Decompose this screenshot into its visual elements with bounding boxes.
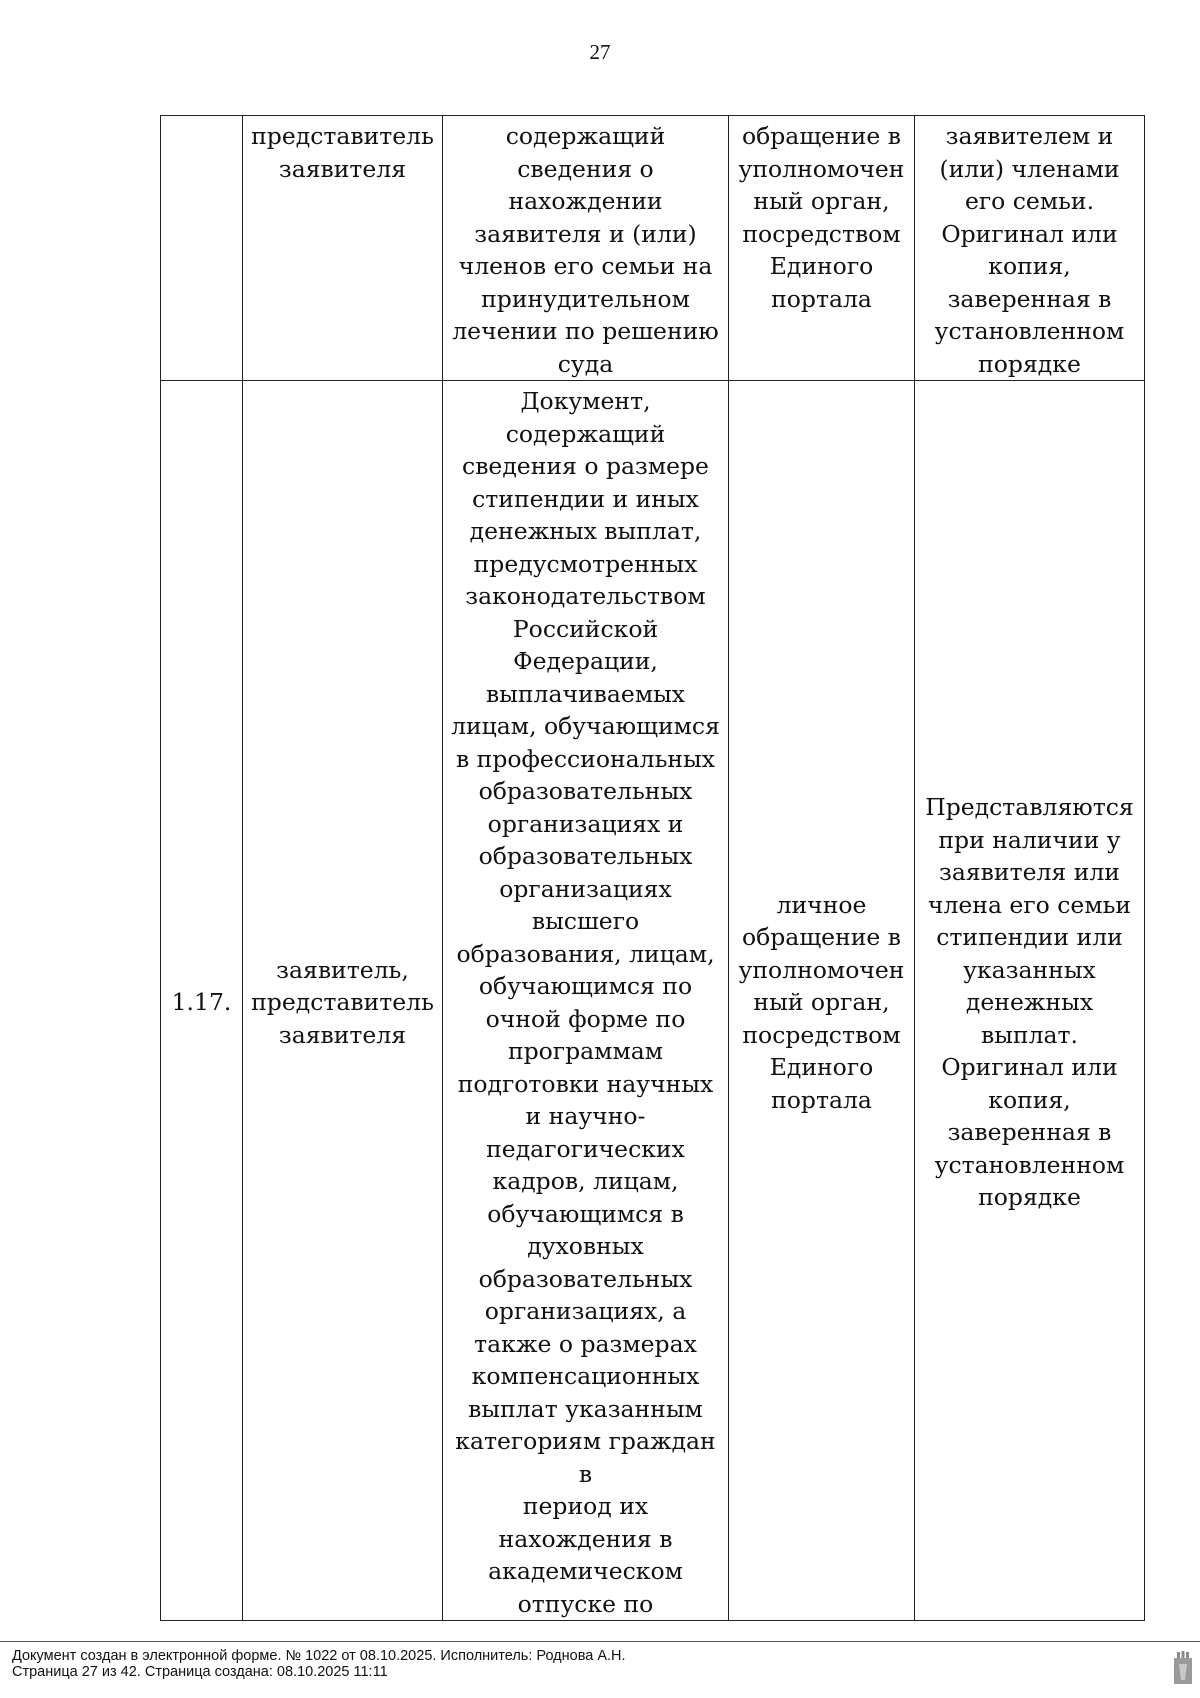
applicant-cell: заявитель, представитель заявителя bbox=[243, 381, 443, 1621]
page-number: 27 bbox=[589, 40, 611, 64]
submission-method-cell: личное обращение в уполномочен ный орган, посредством Единого портала bbox=[729, 381, 915, 1621]
note-cell: заявителем и (или) членами его семьи. Оригинал или копия, заверенная в установленном порядке bbox=[915, 116, 1145, 381]
document-cell: Документ, содержащий сведения о размере стипендии и иных денежных выплат, предусмотренных законодательством Российской Федерации, выплачиваемых лицам, обучающимся в профессиональных образовательных организациях и образовательных организациях высшего образования, лицам, обучающимся по очной форме по программам подготовки научных и научно- педагогических кадров, лицам, обучающимся в духовных образовательных организациях, а также о размерах компенсационных выплат указанным категориям граждан в период их нахождения в академическом отпуске по bbox=[443, 381, 729, 1621]
applicant-cell: представитель заявителя bbox=[243, 116, 443, 381]
submission-method-cell: обращение в уполномочен ный орган, посредством Единого портала bbox=[729, 116, 915, 381]
table-row bbox=[161, 381, 1145, 1621]
table-row bbox=[161, 116, 1145, 381]
row-number-cell: 1.17. bbox=[161, 381, 243, 1621]
footer bbox=[12, 1648, 626, 1680]
footer-page-info: Страница 27 из 42. Страница создана: 08.10.2025 11:11 bbox=[12, 1664, 388, 1680]
note-cell: Представляются при наличии у заявителя или члена его семьи стипендии или указанных денежных выплат. Оригинал или копия, заверенная в установленном порядке bbox=[915, 381, 1145, 1621]
document-table bbox=[160, 115, 1145, 1621]
footer-divider bbox=[0, 1641, 1200, 1642]
row-number-cell bbox=[161, 116, 243, 381]
document-cell: содержащий сведения о нахождении заявителя и (или) членов его семьи на принудительном лечении по решению суда bbox=[443, 116, 729, 381]
footer-document-info: Документ создан в электронной форме. № 1022 от 08.10.2025. Исполнитель: Роднова А.Н. bbox=[12, 1648, 626, 1664]
coat-of-arms-icon bbox=[1172, 1650, 1194, 1686]
